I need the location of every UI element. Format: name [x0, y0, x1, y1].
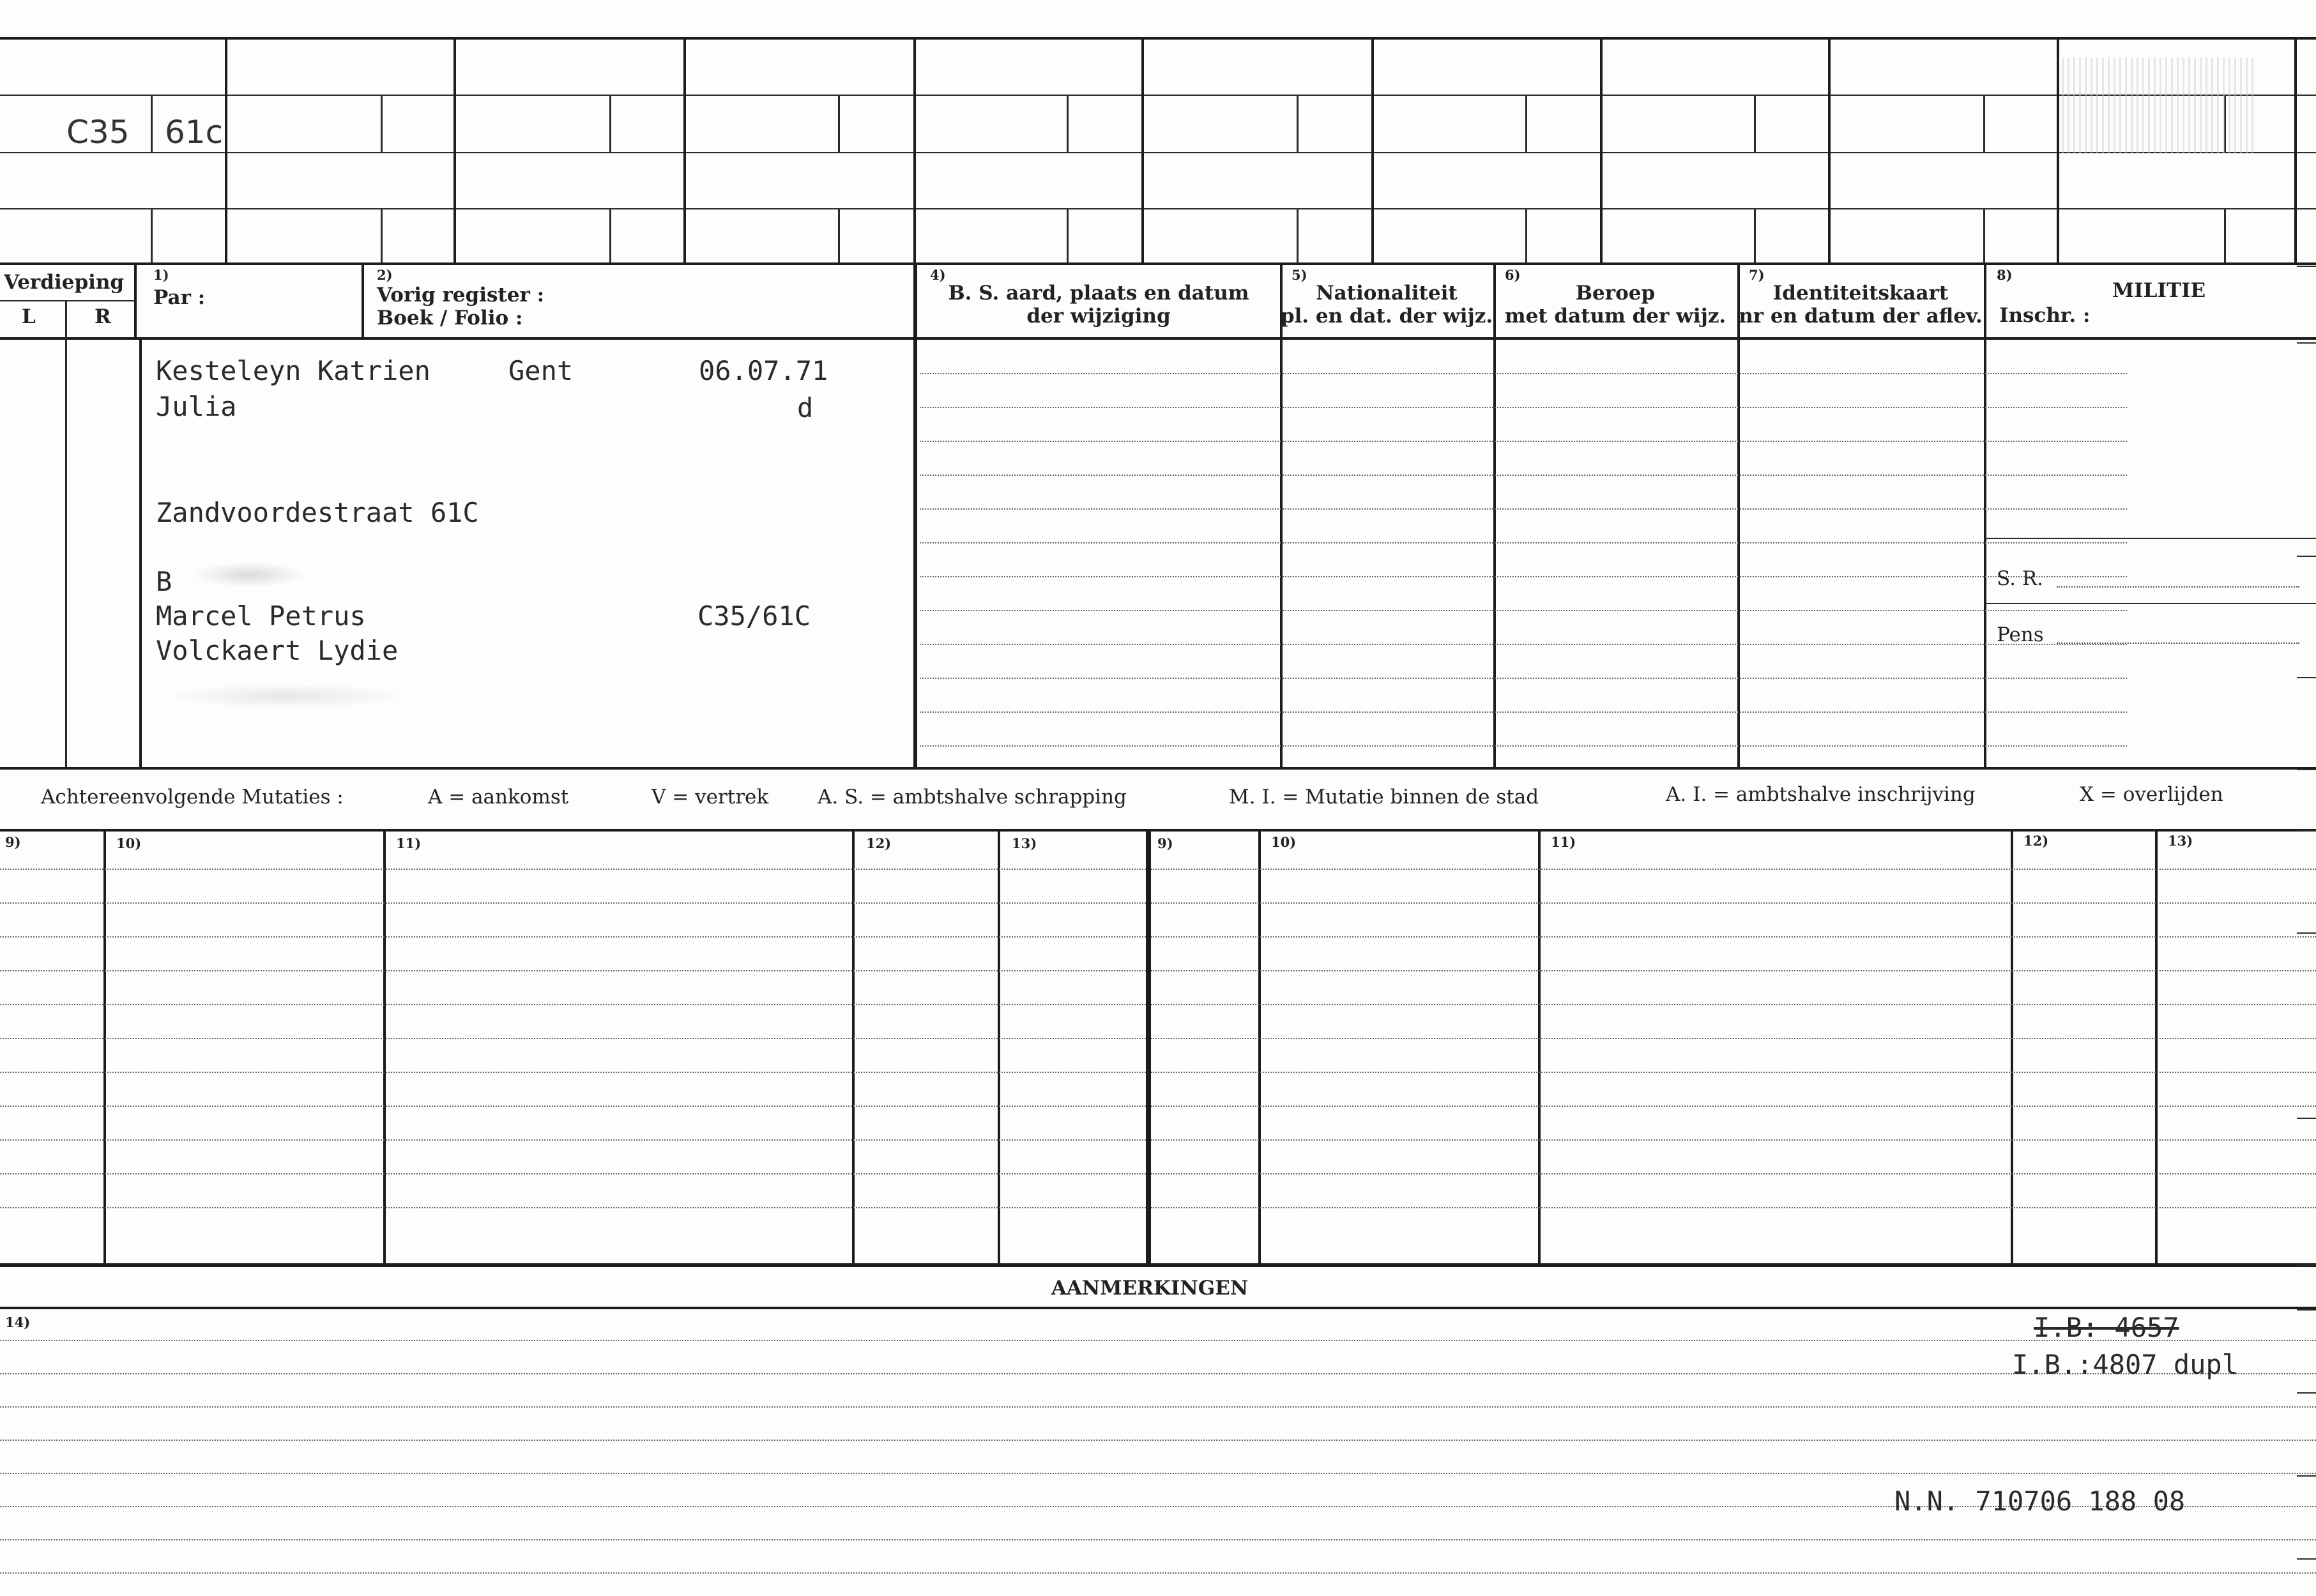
mutation-ruled-line: [0, 1072, 1146, 1073]
top-grid-sub-divider: [1067, 95, 1069, 152]
remarks-number: 14): [5, 1314, 31, 1330]
edge-tick: [2297, 830, 2316, 832]
edge-tick: [2297, 1118, 2316, 1119]
verdieping-right-label: R: [95, 305, 111, 328]
edge-tick: [2297, 1475, 2316, 1477]
mutation-ruled-line: [1151, 1106, 2316, 1107]
col6-line2: met datum der wijz.: [1504, 305, 1726, 328]
top-grid-sub-divider: [609, 208, 611, 262]
mut-left-col13: 13): [1012, 835, 1037, 851]
body-ruled-line: [920, 610, 2127, 611]
top-grid-sub-divider: [381, 208, 383, 262]
top-grid-sub-divider: [1983, 208, 1985, 262]
remarks-title: AANMERKINGEN: [1051, 1277, 1249, 1300]
col5-number: 5): [1291, 267, 1307, 283]
person-name: Kesteleyn Katrien: [156, 355, 430, 386]
mutation-col-line: [1258, 829, 1261, 1263]
mutation-ruled-line: [0, 1139, 1146, 1141]
legend-ambtshalve-inschrijving: A. I. = ambtshalve inschrijving: [1666, 783, 1976, 806]
body-ruled-line: [920, 678, 2127, 679]
top-grid-sub-divider: [1754, 95, 1756, 152]
verdieping-left-label: L: [22, 305, 36, 328]
mut-right-col9: 9): [1157, 835, 1173, 851]
mutation-ruled-line: [1151, 869, 2316, 870]
col1-number: 1): [153, 267, 169, 283]
ib-new-number: I.B.:4807 dupl: [2012, 1349, 2239, 1380]
edge-tick: [2297, 1392, 2316, 1394]
body-ruled-line: [920, 441, 2127, 442]
redacted-smudge: [192, 562, 307, 588]
col7-line2: nr en datum der aflev.: [1739, 305, 1983, 328]
edge-tick: [2297, 677, 2316, 678]
body-ruled-line: [920, 508, 2127, 510]
legend-mutatie-stad: M. I. = Mutatie binnen de stad: [1229, 786, 1539, 809]
verdieping-label: Verdieping: [4, 271, 125, 294]
top-grid-sub-divider: [151, 95, 153, 152]
top-grid-sub-divider: [1067, 208, 1069, 262]
top-grid-sub-divider: [1983, 95, 1985, 152]
mutation-center-line: [1146, 829, 1151, 1263]
person-prefix: B: [156, 566, 172, 597]
legend-vertrek: V = vertrek: [651, 786, 769, 809]
mutation-ruled-line: [1151, 1038, 2316, 1039]
legend-aankomst: A = aankomst: [428, 786, 569, 809]
mutation-ruled-line: [1151, 936, 2316, 938]
mutation-col-line: [998, 829, 1000, 1263]
verdieping-body-divider: [65, 337, 67, 767]
mutation-col-line: [2155, 829, 2158, 1263]
top-grid-row-line-2: [0, 152, 2316, 153]
mut-right-col12: 12): [2023, 833, 2049, 849]
person-ref: C35/61C: [697, 600, 811, 632]
militie-line: [1984, 538, 2316, 539]
mutation-ruled-line: [0, 1207, 1146, 1208]
top-grid-col-line: [453, 37, 456, 262]
mutation-ruled-line: [1151, 1173, 2316, 1174]
body-ruled-line: [920, 373, 2127, 374]
body-ruled-line: [920, 542, 2127, 543]
mutations-top-border: [0, 829, 2316, 832]
mut-right-col11: 11): [1551, 834, 1576, 850]
col8-number: 8): [1997, 267, 2013, 283]
header-top-border: [0, 262, 2316, 265]
col4-line2: der wijziging: [1026, 305, 1171, 328]
body-ruled-line: [920, 745, 2127, 747]
col7-line1: Identiteitskaart: [1772, 282, 1949, 305]
body-bottom-border: [0, 767, 2316, 770]
remarks-ruled-line: [0, 1572, 2316, 1574]
mutation-col-line: [852, 829, 855, 1263]
col4-number: 4): [930, 267, 946, 283]
person-mother: Volckaert Lydie: [156, 635, 399, 666]
mutations-bottom-border: [0, 1263, 2316, 1267]
edge-tick: [2297, 769, 2316, 770]
mut-left-col9: 9): [5, 834, 21, 850]
verdieping-split-line: [0, 300, 134, 301]
top-grid-row-line-3: [0, 208, 2316, 209]
top-grid-col-line: [683, 37, 686, 262]
mutation-ruled-line: [1151, 1072, 2316, 1073]
legend-overlijden: X = overlijden: [2080, 783, 2223, 806]
mutation-col-line: [103, 829, 106, 1263]
mutation-ruled-line: [1151, 970, 2316, 971]
ref-number: 61c: [165, 114, 224, 151]
mutation-ruled-line: [0, 869, 1146, 870]
header-col-line-thick: [913, 262, 917, 767]
body-col-line: [139, 337, 142, 767]
col8-line2: Inschr. :: [1999, 304, 2091, 327]
top-grid-col-line: [1600, 37, 1603, 262]
edge-tick: [2297, 556, 2316, 557]
sr-label: S. R.: [1997, 567, 2044, 590]
body-ruled-line: [920, 711, 2127, 713]
person-birth-place: Gent: [508, 355, 574, 386]
mutation-ruled-line: [0, 902, 1146, 904]
edge-tick: [2297, 342, 2316, 344]
top-grid-col-line: [2294, 37, 2297, 262]
mutation-ruled-line: [0, 1173, 1146, 1174]
ref-code: C35: [66, 114, 130, 151]
top-grid-sub-divider: [1525, 95, 1527, 152]
remarks-ruled-line: [0, 1373, 2316, 1374]
top-grid-col-line: [1828, 37, 1831, 262]
col8-line1: MILITIE: [2112, 279, 2206, 302]
header-col-line: [1737, 262, 1740, 767]
col2-line2: Boek / Folio :: [377, 307, 523, 330]
remarks-ruled-line: [0, 1440, 2316, 1441]
person-father: Marcel Petrus: [156, 600, 366, 632]
mut-right-col10: 10): [1271, 834, 1297, 850]
verdieping-lr-divider: [65, 300, 67, 337]
header-col-line: [134, 262, 137, 337]
mutation-ruled-line: [0, 1004, 1146, 1005]
mutation-ruled-line: [0, 1038, 1146, 1039]
militie-line: [1984, 603, 2316, 604]
header-bottom-border: [0, 337, 2316, 340]
top-grid-sub-divider: [1754, 208, 1756, 262]
header-col-line: [362, 262, 364, 337]
pens-label: Pens: [1997, 623, 2044, 646]
col7-number: 7): [1749, 267, 1765, 283]
mutation-col-line: [2011, 829, 2013, 1263]
body-ruled-line: [920, 475, 2127, 476]
top-grid-sub-divider: [381, 95, 383, 152]
col6-line1: Beroep: [1575, 282, 1656, 305]
header-col-line: [1984, 262, 1986, 767]
remarks-ruled-line: [0, 1340, 2316, 1341]
remarks-ruled-line: [0, 1473, 2316, 1474]
col6-number: 6): [1505, 267, 1521, 283]
top-grid-sub-divider: [1297, 95, 1299, 152]
top-grid-sub-divider: [151, 208, 153, 262]
mutation-col-line: [383, 829, 386, 1263]
mutation-ruled-line: [1151, 1004, 2316, 1005]
col5-line2: pl. en dat. der wijz.: [1280, 305, 1493, 328]
pens-fill-line: [2057, 642, 2299, 644]
body-ruled-line: [920, 644, 2127, 645]
edge-tick: [2297, 1309, 2316, 1311]
body-ruled-line: [920, 407, 2127, 408]
person-sex: d: [797, 392, 814, 423]
remarks-top-border: [0, 1307, 2316, 1309]
top-grid-sub-divider: [2224, 208, 2226, 262]
top-grid-col-line: [913, 37, 916, 262]
faded-smudge: [166, 683, 409, 709]
mutation-ruled-line: [1151, 1139, 2316, 1141]
header-col-line: [1280, 262, 1283, 767]
col5-line1: Nationaliteit: [1316, 282, 1458, 305]
col2-line1: Vorig register :: [377, 284, 545, 307]
mut-left-col12: 12): [866, 835, 892, 851]
top-grid-sub-divider: [1297, 208, 1299, 262]
national-number: N.N. 710706 188 08: [1894, 1486, 2186, 1517]
body-ruled-line: [920, 576, 2127, 577]
person-second-name: Julia: [156, 391, 237, 422]
mutation-ruled-line: [0, 1106, 1146, 1107]
remarks-ruled-line: [0, 1539, 2316, 1540]
top-grid-sub-divider: [838, 208, 840, 262]
person-birth-date: 06.07.71: [699, 355, 828, 386]
ib-old-number: I.B: 4657: [2034, 1312, 2179, 1343]
top-grid-sub-divider: [838, 95, 840, 152]
top-grid-sub-divider: [1525, 208, 1527, 262]
mut-right-col13: 13): [2168, 833, 2193, 849]
top-grid-col-line: [1141, 37, 1144, 262]
top-border: [0, 37, 2316, 40]
top-grid-col-line: [225, 37, 227, 262]
edge-tick: [2297, 1265, 2316, 1266]
faded-stamp-texture: [2062, 57, 2253, 153]
mutation-ruled-line: [1151, 902, 2316, 904]
mutation-col-line: [1538, 829, 1541, 1263]
top-grid-sub-divider: [609, 95, 611, 152]
top-grid-col-line: [2057, 37, 2059, 262]
col4-line1: B. S. aard, plaats en datum: [948, 282, 1249, 305]
mutation-ruled-line: [1151, 1207, 2316, 1208]
edge-tick: [2297, 266, 2316, 267]
legend-ambtshalve-schrapping: A. S. = ambtshalve schrapping: [818, 786, 1127, 809]
mut-left-col10: 10): [116, 835, 142, 851]
person-address: Zandvoordestraat 61C: [156, 497, 479, 528]
header-col-line: [1493, 262, 1496, 767]
mutation-ruled-line: [0, 970, 1146, 971]
top-grid-col-line: [1371, 37, 1374, 262]
edge-tick: [2297, 1558, 2316, 1560]
mut-left-col11: 11): [396, 835, 422, 851]
top-grid-row-line-1: [0, 95, 2316, 96]
col1-label: Par :: [153, 286, 206, 309]
sr-fill-line: [2057, 586, 2299, 588]
edge-tick: [2297, 932, 2316, 934]
col2-number: 2): [377, 267, 393, 283]
remarks-ruled-line: [0, 1406, 2316, 1408]
legend-title: Achtereenvolgende Mutaties :: [41, 786, 344, 809]
mutation-ruled-line: [0, 936, 1146, 938]
